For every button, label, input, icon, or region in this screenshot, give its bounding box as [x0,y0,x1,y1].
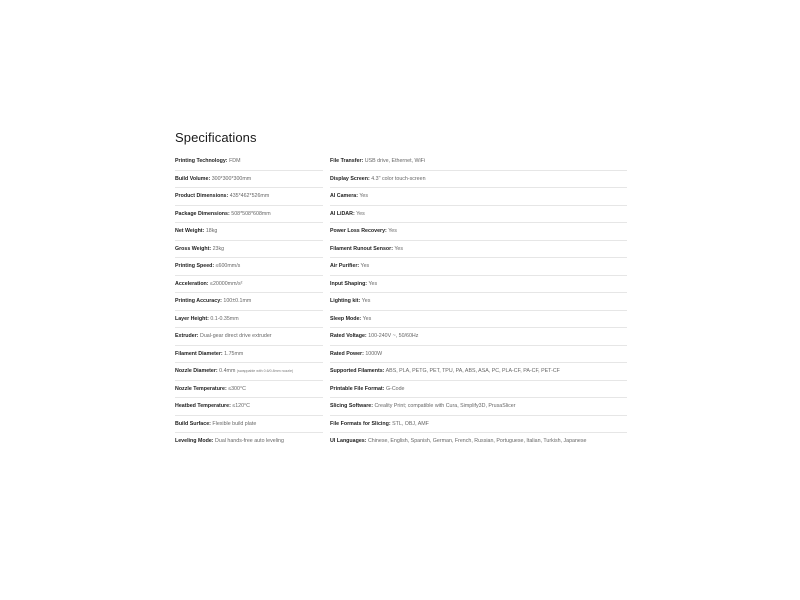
spec-row [175,398,323,416]
spec-value: 4.3" color touch-screen [371,175,426,182]
spec-row [330,433,627,451]
spec-label: File Transfer: [330,158,364,164]
spec-value: ≤600mm/s [215,263,241,269]
spec-row [330,188,627,206]
spec-value: ABS, PLA, PETG, PET, TPU, PA, ABS, ASA, PC, PLA-CF, PA-CF, PET-CF [385,368,560,374]
spec-row [175,293,323,311]
spec-value: Yes [360,263,370,269]
spec-value: 100±0.1mm [223,298,252,304]
specifications-section [175,128,627,444]
spec-label: Display Screen: [330,175,370,182]
spec-row [175,311,323,329]
spec-value: Yes [368,280,378,287]
spec-row [175,363,323,381]
spec-label: Extruder: [175,333,199,339]
spec-row [175,416,323,434]
spec-value: USB drive, Ethernet, WiFi [364,158,426,164]
spec-value: G-Code [385,385,405,392]
spec-label: Acceleration: [175,280,209,287]
spec-value: Chinese, English, Spanish, German, French, Russian, Portuguese, Italian, Turkish, Japanese [367,438,587,444]
spec-label: Filament Runout Sensor: [330,245,393,252]
spec-row [330,276,627,294]
page-title: Specifications [175,130,257,145]
spec-label: Rated Voltage: [330,333,367,339]
spec-label: Product Dimensions: [175,193,229,199]
spec-value: STL, OBJ, AMF [392,420,429,427]
spec-row [330,206,627,224]
spec-label: Printing Accuracy: [175,298,222,304]
spec-label: Lighting kit: [330,298,361,304]
spec-value: Yes [361,298,371,304]
spec-row [330,398,627,416]
spec-label: Supported Filaments: [330,368,385,374]
spec-label: Sleep Mode: [330,315,362,322]
spec-row [330,153,627,171]
spec-row [330,223,627,241]
spec-value: Yes [359,193,369,199]
spec-row [330,171,627,189]
spec-label: Leveling Mode: [175,438,214,444]
spec-value: 300*300*300mm [211,175,252,182]
spec-value: 508*508*608mm [231,210,271,217]
spec-value: Dual hands-free auto leveling [215,438,284,444]
spec-row [175,346,323,364]
spec-label: Package Dimensions: [175,210,230,217]
spec-row [330,346,627,364]
spec-label: Air Purifier: [330,263,360,269]
spec-value: Yes [394,245,404,252]
spec-label: Nozzle Temperature: [175,385,227,392]
spec-row [330,293,627,311]
spec-row [175,258,323,276]
spec-row [330,258,627,276]
spec-value: Yes [356,210,365,217]
spec-value: 18kg [205,228,218,234]
spec-label: Printing Speed: [175,263,215,269]
spec-row [175,188,323,206]
spec-label: Filament Diameter: [175,350,223,357]
spec-label: File Formats for Slicing: [330,420,391,427]
spec-row [330,363,627,381]
spec-row [330,311,627,329]
spec-value: Creality Print; compatible with Cura, Simplify3D, PrusaSlicer [374,403,516,409]
spec-value: 435*462*526mm [229,193,270,199]
spec-label: AI LiDAR: [330,210,355,217]
spec-value: ≤300°C [228,385,246,392]
spec-value: ≤120°C [232,403,251,409]
spec-label: Rated Power: [330,350,364,357]
spec-label: Build Surface: [175,420,211,427]
spec-value: 0.1-0.35mm [210,315,239,322]
spec-row [175,433,323,451]
spec-value: 0.4mm [219,368,236,374]
spec-value: 1.75mm [224,350,244,357]
spec-row [175,223,323,241]
spec-label: Heatbed Temperature: [175,403,231,409]
spec-label: Gross Weight: [175,245,212,252]
spec-row [175,153,323,171]
spec-row [175,328,323,346]
spec-value: Yes [362,315,372,322]
spec-row [175,241,323,259]
spec-note: (swappable with 0.6/0.8mm nozzle) [236,369,294,373]
spec-row [175,206,323,224]
spec-value: Dual-gear direct drive extruder [200,333,272,339]
spec-label: Build Volume: [175,175,211,182]
spec-row [330,241,627,259]
spec-label: Slicing Software: [330,403,373,409]
spec-column-right [330,153,627,451]
spec-label: AI Camera: [330,193,358,199]
spec-row [330,416,627,434]
spec-row [330,328,627,346]
spec-value: 100-240V ~, 50/60Hz [368,333,419,339]
spec-label: Printing Technology: [175,158,228,164]
spec-row [175,171,323,189]
spec-label: Printable File Format: [330,385,385,392]
spec-label: Layer Height: [175,315,209,322]
spec-value: Flexible build plate [212,420,257,427]
spec-row [175,276,323,294]
spec-value: 23kg [212,245,225,252]
spec-label: Power Loss Recovery: [330,228,387,234]
spec-value: ≤20000mm/s² [210,280,243,287]
spec-label: UI Languages: [330,438,367,444]
spec-value: FDM [229,158,241,164]
spec-row [330,381,627,399]
spec-label: Nozzle Diameter: [175,368,218,374]
spec-value: Yes [388,228,397,234]
spec-label: Input Shaping: [330,280,368,287]
spec-label: Net Weight: [175,228,205,234]
spec-column-left [175,153,323,451]
spec-value: 1000W [365,350,383,357]
spec-row [175,381,323,399]
